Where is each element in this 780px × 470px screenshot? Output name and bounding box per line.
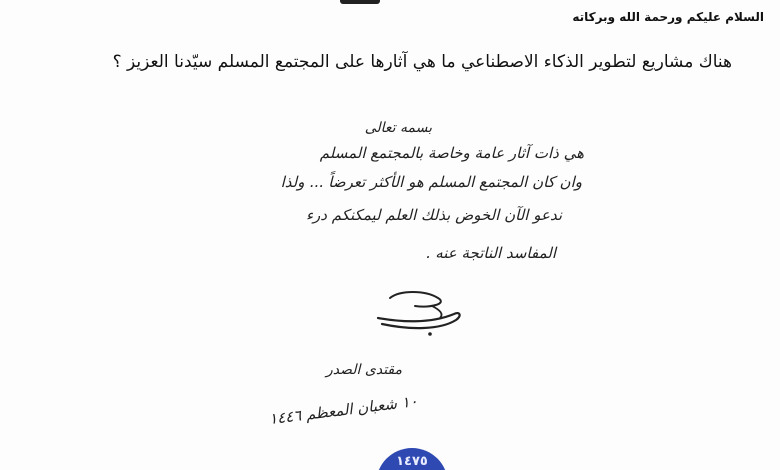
handwritten-signature	[370, 284, 470, 344]
question-text: هناك مشاريع لتطوير الذكاء الاصطناعي ما هي آثارها على المجتمع المسلم سيّدنا العزيز ؟	[112, 52, 732, 72]
official-stamp	[376, 448, 448, 470]
answer-intro: بسمه تعالى	[364, 120, 432, 136]
stamp-number: ١٤٧٥	[396, 454, 428, 469]
signature-date: ١٠ شعبان المعظم ١٤٤٦	[268, 392, 420, 429]
answer-line: ندعو الآن الخوض بذلك العلم ليمكنكم درء	[306, 206, 562, 224]
signatory-name: مقتدى الصدر	[326, 362, 402, 378]
answer-line: وان كان المجتمع المسلم هو الأكثر تعرضاً ... ولذا	[280, 173, 582, 191]
answer-line: هي ذات آثار عامة وخاصة بالمجتمع المسلم	[319, 144, 584, 162]
answer-line: المفاسد الناتجة عنه .	[425, 244, 556, 262]
top-edge-mark	[340, 0, 380, 4]
greeting-line: السلام عليكم ورحمة الله وبركاته	[572, 10, 764, 24]
